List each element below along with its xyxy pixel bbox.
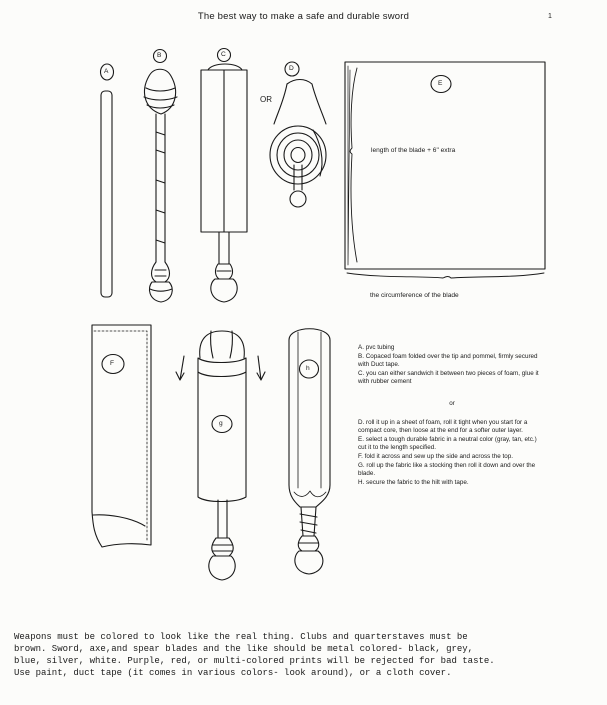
figure-a-label: A	[104, 68, 109, 75]
figure-b-label: B	[157, 52, 162, 59]
legend-f: F. fold it across and sew up the side and across the top.	[358, 452, 514, 460]
figure-e-fabric-sheet	[345, 62, 545, 278]
legend-e: E. select a tough durable fabric in a neutral color (gray, tan, etc.) cut it to the length specified.	[358, 435, 537, 452]
legend-c: C. you can either sandwich it between two pieces of foam, glue it with rubber cement	[358, 369, 539, 386]
figure-f-folded-fabric	[92, 325, 151, 547]
color-requirements-notice: Weapons must be colored to look like the real thing. Clubs and quarterstaves must be brown. Sword, axe,and spear blades and the like should be metal colored- black, grey, blue, silver, white. Purple, red, or multi-colored prints will be rejected for bad taste. Use paint, duct tape (it comes in various colors- look around), or a cloth cover.	[14, 632, 495, 678]
or-label: OR	[260, 95, 272, 104]
circumference-label: the circumference of the blade	[370, 292, 459, 299]
legend-d: D. roll it up in a sheet of foam, roll it tight when you start for a compact core, then loose at the end for a softer outer layer.	[358, 418, 528, 435]
legend-or: or	[449, 399, 455, 407]
page-number: 1	[548, 13, 552, 20]
figure-d-rolled-foam	[270, 62, 326, 207]
legend-a: A. pvc tubing	[358, 344, 395, 351]
figure-b-foam-tip-pommel	[144, 50, 177, 303]
document-title: The best way to make a safe and durable sword	[197, 11, 410, 22]
legend-b: B. Copaced foam folded over the tip and pommel, firmly secured with Duct tape.	[358, 352, 538, 369]
figure-f-label: F	[110, 360, 115, 367]
legend-g: G. roll up the fabric like a stocking then roll it down and over the blade.	[358, 461, 536, 478]
figure-c-foam-sandwich	[201, 49, 247, 303]
instructions-legend	[358, 344, 546, 487]
figure-g-label: g	[219, 420, 223, 427]
figure-c-label: C	[221, 51, 226, 58]
figure-h-label: h	[306, 365, 310, 372]
figure-a-pvc-tubing	[101, 64, 114, 297]
figure-g-fabric-over-blade	[176, 331, 265, 580]
figure-e-label: E	[438, 80, 443, 87]
legend-h: H. secure the fabric to the hilt with tape.	[358, 478, 469, 486]
figure-d-label: D	[289, 65, 294, 72]
length-label: length of the blade + 6" extra	[371, 147, 456, 154]
